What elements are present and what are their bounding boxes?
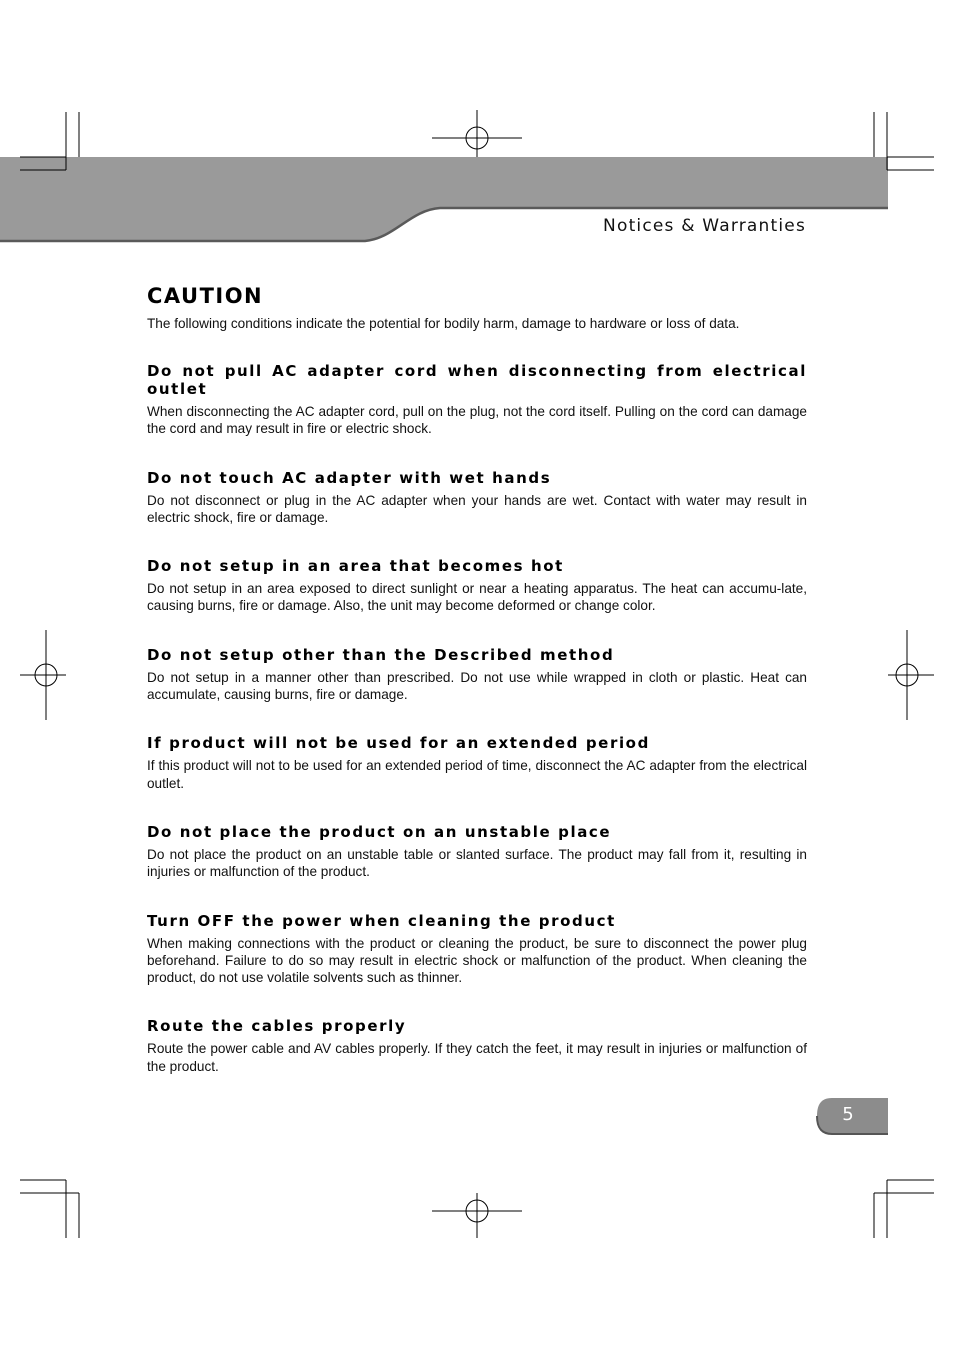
section-body: Do not place the product on an unstable table or slanted surface. The product may fall from it, resulting in injuries or malfunction of the product. xyxy=(147,846,807,880)
section-body: Do not setup in an area exposed to direct sunlight or near a heating apparatus. The heat can accumu-late, causing burns, fire or damage. Also, the unit may become deformed or change color. xyxy=(147,581,807,614)
section-body: When disconnecting the AC adapter cord, pull on the plug, not the cord itself. Pulling on the cord can damage the cord and may result in fire or electric shock. xyxy=(147,404,807,437)
section-body: When making connections with the product or cleaning the product, be sure to disconnect the power plug beforehand. Failure to do so may result in electric shock or malfunction of the product. When cleaning the product, do not use volatile solvents such as thinner. xyxy=(147,935,807,986)
header-title: Notices & Warranties xyxy=(603,216,806,236)
section-heading: Do not setup in an area that becomes hot xyxy=(147,557,564,576)
caution-title: CAUTION xyxy=(147,284,264,308)
section-extended-period xyxy=(147,734,807,792)
registration-mark-left xyxy=(20,630,66,720)
section-body: Do not disconnect or plug in the AC adapter when your hands are wet. Contact with water may result in electric shock, fire or damage. xyxy=(147,492,807,525)
section-body: Route the power cable and AV cables properly. If they catch the feet, it may result in injuries or malfunction of the product. xyxy=(147,1041,807,1074)
section-heading: Do not pull AC adapter cord when disconnecting from electrical outlet xyxy=(147,362,807,398)
registration-mark-bottom xyxy=(432,1193,522,1238)
section-heading: Do not touch AC adapter with wet hands xyxy=(147,468,552,487)
registration-mark-top xyxy=(432,110,522,157)
section-ac-cord xyxy=(147,362,807,438)
caution-content xyxy=(147,284,807,1075)
section-route-cables xyxy=(147,1017,807,1075)
section-unstable-place xyxy=(147,823,807,881)
section-body: Do not setup in a manner other than prescribed. Do not use while wrapped in cloth or plastic. Heat can accumulate, causing burns, fire or damage. xyxy=(147,669,807,703)
section-hot-area xyxy=(147,557,807,615)
section-power-off-cleaning xyxy=(147,912,807,987)
section-heading: Do not setup other than the Described method xyxy=(147,645,615,664)
page-number: 5 xyxy=(842,1104,854,1125)
caution-intro: The following conditions indicate the potential for bodily harm, damage to hardware or loss of data. xyxy=(147,316,740,331)
section-heading: Do not place the product on an unstable place xyxy=(147,822,612,841)
section-wet-hands xyxy=(147,469,807,527)
registration-mark-right xyxy=(888,630,934,720)
section-heading: Route the cables properly xyxy=(147,1017,407,1036)
section-body: If this product will not to be used for an extended period of time, disconnect the AC adapter from the electrical outlet. xyxy=(147,758,807,791)
section-described-method xyxy=(147,646,807,704)
section-heading: If product will not be used for an extended period xyxy=(147,734,650,753)
section-heading: Turn OFF the power when cleaning the product xyxy=(147,911,616,930)
